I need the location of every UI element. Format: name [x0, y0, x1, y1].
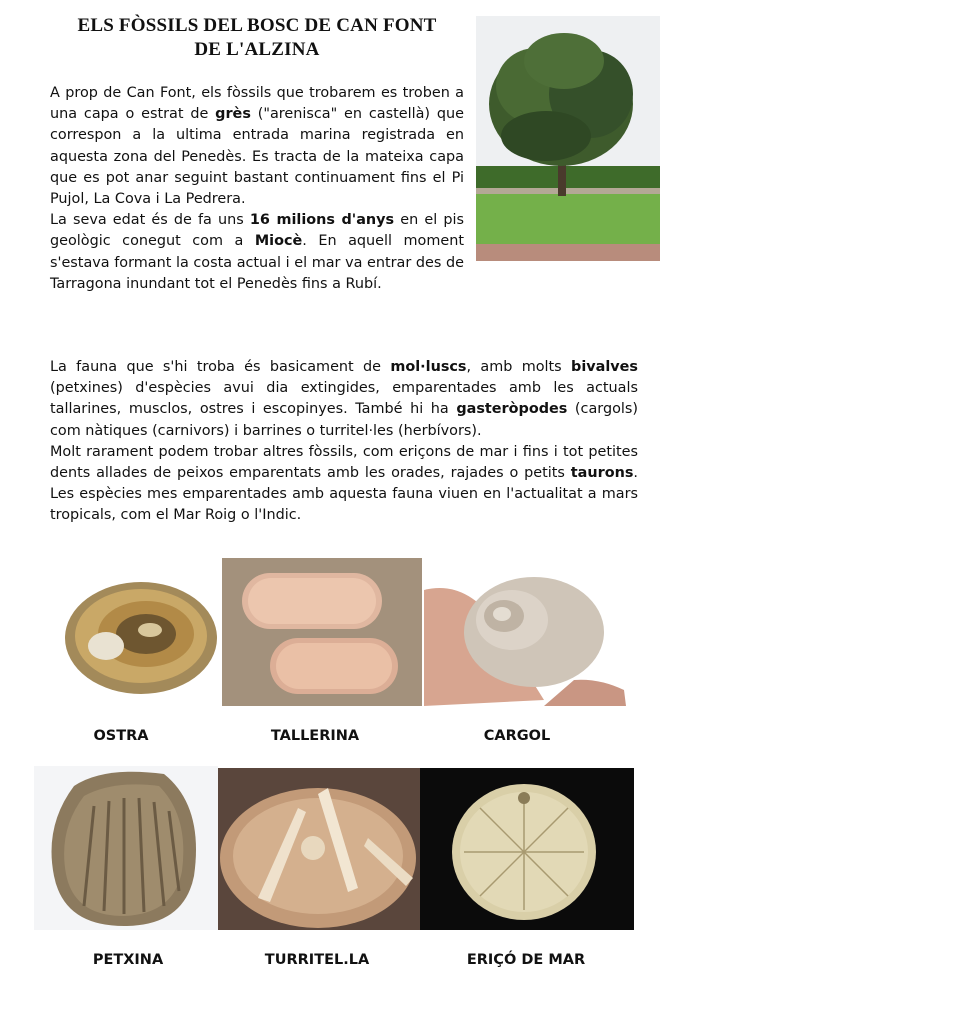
caption-tallerina: TALLERINA: [270, 728, 360, 744]
caption-erico: ERIÇÓ DE MAR: [466, 952, 586, 968]
page-title: [50, 14, 464, 62]
cargol-photo: [424, 560, 626, 706]
erico-photo: [420, 768, 634, 930]
title-line-1: ELS FÒSSILS DEL BOSC DE CAN FONT: [77, 15, 437, 36]
turritella-photo: [218, 768, 420, 930]
holm-oak-tree-photo: [476, 16, 660, 261]
caption-ostra: OSTRA: [93, 728, 149, 744]
caption-turritella: TURRITEL.LA: [264, 952, 370, 968]
petxina-photo: [34, 766, 218, 930]
title-line-2: DE L'ALZINA: [194, 39, 320, 60]
fauna-paragraph: La fauna que s'hi troba és basicament de mol·luscs, amb molts bivalves (petxines) d'espècies avui dia extingides, emparentades amb les actuals tallarines, musclos, ostres i escopinyes. També hi ha gasteròpodes (cargols) com nàtiques (carnivors) i barrines o turritel·les (herbívors). Molt rarament podem trobar altres fòssils, com eriçons de mar i fins i tot petites dents allades de peixos emparentats amb les orades, rajades o petits taurons. Les espècies mes emparentades amb aquesta fauna viuen en l'actualitat a mars tropicals, com el Mar Roig o l'Indic.: [50, 359, 638, 524]
tallerina-photo: [222, 558, 422, 706]
oyster-photo: [46, 560, 218, 706]
caption-petxina: PETXINA: [92, 952, 164, 968]
intro-paragraph: A prop de Can Font, els fòssils que trobarem es troben a una capa o estrat de grès ("arenisca" en castellà) que correspon a la ultima entrada marina registrada en aquesta zona del Penedès. Es tracta de la mateixa capa que es pot anar seguint bastant continuament fins el Pi Pujol, La Cova i La Pedrera. La seva edat és de fa uns 16 milions d'anys en el pis geològic conegut com a Miocè. En aquell moment s'estava formant la costa actual i el mar va entrar des de Tarragona inundant tot el Penedès fins a Rubí.: [50, 85, 464, 292]
caption-cargol: CARGOL: [483, 728, 551, 744]
